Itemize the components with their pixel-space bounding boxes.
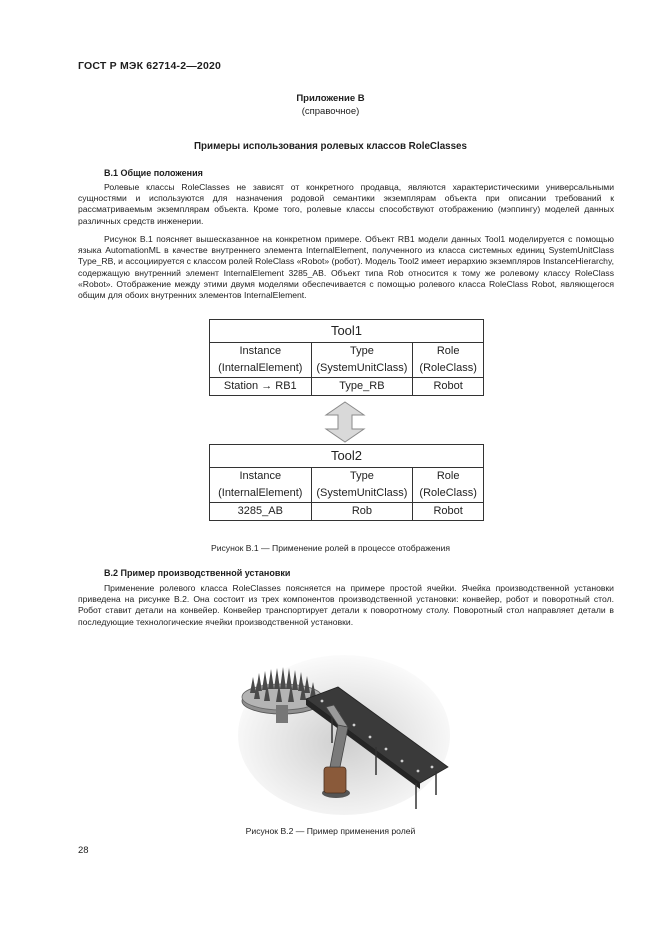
document-header: ГОСТ Р МЭК 62714-2—2020 xyxy=(78,60,222,72)
tool1-table xyxy=(209,319,484,396)
table-cell: Rob xyxy=(311,503,413,521)
section-heading-b1: В.1 Общие положения xyxy=(104,168,203,178)
tool2-title: Tool2 xyxy=(210,445,484,468)
header-line: Instance xyxy=(239,470,282,482)
annex-title: Приложение В xyxy=(296,93,365,104)
tool2-header-type xyxy=(311,468,413,503)
header-line: Type xyxy=(350,345,374,357)
paragraph: Применение ролевого класса RoleClasses поясняется на примере простой ячейки. Ячейка производственной установки приведена на рисунке В.2. Она состоит из трех компонентов производственной установки: конвейер, робот и поворотный стол. Робот ставит детали на конвейер. Конвейер транспортирует детали к поворотному столу. Поворотный стол направляет детали в последующие технологические ячейки производственной установки. xyxy=(78,583,614,627)
tool1-header-instance xyxy=(210,343,312,378)
main-title: Примеры использования ролевых классов RoleClasses xyxy=(194,141,467,152)
header-line: (RoleClass) xyxy=(419,362,477,374)
header-line: (InternalElement) xyxy=(218,362,303,374)
header-line: Role xyxy=(436,345,460,357)
table-cell: Robot xyxy=(413,503,484,521)
tool1-header-role xyxy=(413,343,484,378)
table-cell: 3285_AB xyxy=(210,503,312,521)
table-cell: Robot xyxy=(413,378,484,396)
tool2-table xyxy=(209,444,484,521)
section-heading-b2: В.2 Пример производственной установки xyxy=(104,568,291,578)
tool2-header-role xyxy=(413,468,484,503)
header-line: (SystemUnitClass) xyxy=(316,487,408,499)
production-cell-illustration xyxy=(236,643,452,819)
header-line: Role xyxy=(436,470,460,482)
annex-subtitle: (справочное) xyxy=(301,106,360,117)
tool1-title: Tool1 xyxy=(210,320,484,343)
table-cell: Type_RB xyxy=(311,378,413,396)
header-line: (RoleClass) xyxy=(419,487,477,499)
table-cell: Station → RB1 xyxy=(210,378,312,396)
tool1-header-type xyxy=(311,343,413,378)
header-line: Instance xyxy=(239,345,282,357)
header-line: (InternalElement) xyxy=(218,487,303,499)
page-number: 28 xyxy=(78,845,89,856)
tool2-header-instance xyxy=(210,468,312,503)
figure-b2-caption: Рисунок В.2 — Пример применения ролей xyxy=(245,826,416,836)
header-line: (SystemUnitClass) xyxy=(316,362,408,374)
header-line: Type xyxy=(350,470,374,482)
figure-b1-caption: Рисунок В.1 — Применение ролей в процессе отображения xyxy=(210,543,451,553)
double-arrow-icon xyxy=(320,400,370,444)
paragraph: Ролевые классы RoleClasses не зависят от конкретного продавца, являются характеристическими универсальными сущностями и используются для назначения родовой семантики экземплярам объекта при описании требований к рассматриваемым экземплярам объекта. Кроме того, ролевые классы способствуют отображению (мэппингу) моделей данных различных средств инженерии. xyxy=(78,182,614,226)
paragraph: Рисунок В.1 поясняет вышесказанное на конкретном примере. Объект RB1 модели данных Tool1 моделируется с помощью языка AutomationML в качестве внутреннего элемента InternalElement, полученного из класса системных единиц SystemUnitClass Type_RB, и ассоциируется с классом ролей RoleClass «Robot» (робот). Модель Tool2 имеет иерархию экземпляров InstanceHierarchy, содержащую внутренний элемент InternalElement 3285_AB. Объект типа Rob относится к тому же ролевому классу RoleClass «Robot». Отображение между этими двумя моделями обеспечивается с помощью ролевого класса RoleClass Robot, являющегося общим для обоих внутренних элементов InternalElement. xyxy=(78,234,614,301)
